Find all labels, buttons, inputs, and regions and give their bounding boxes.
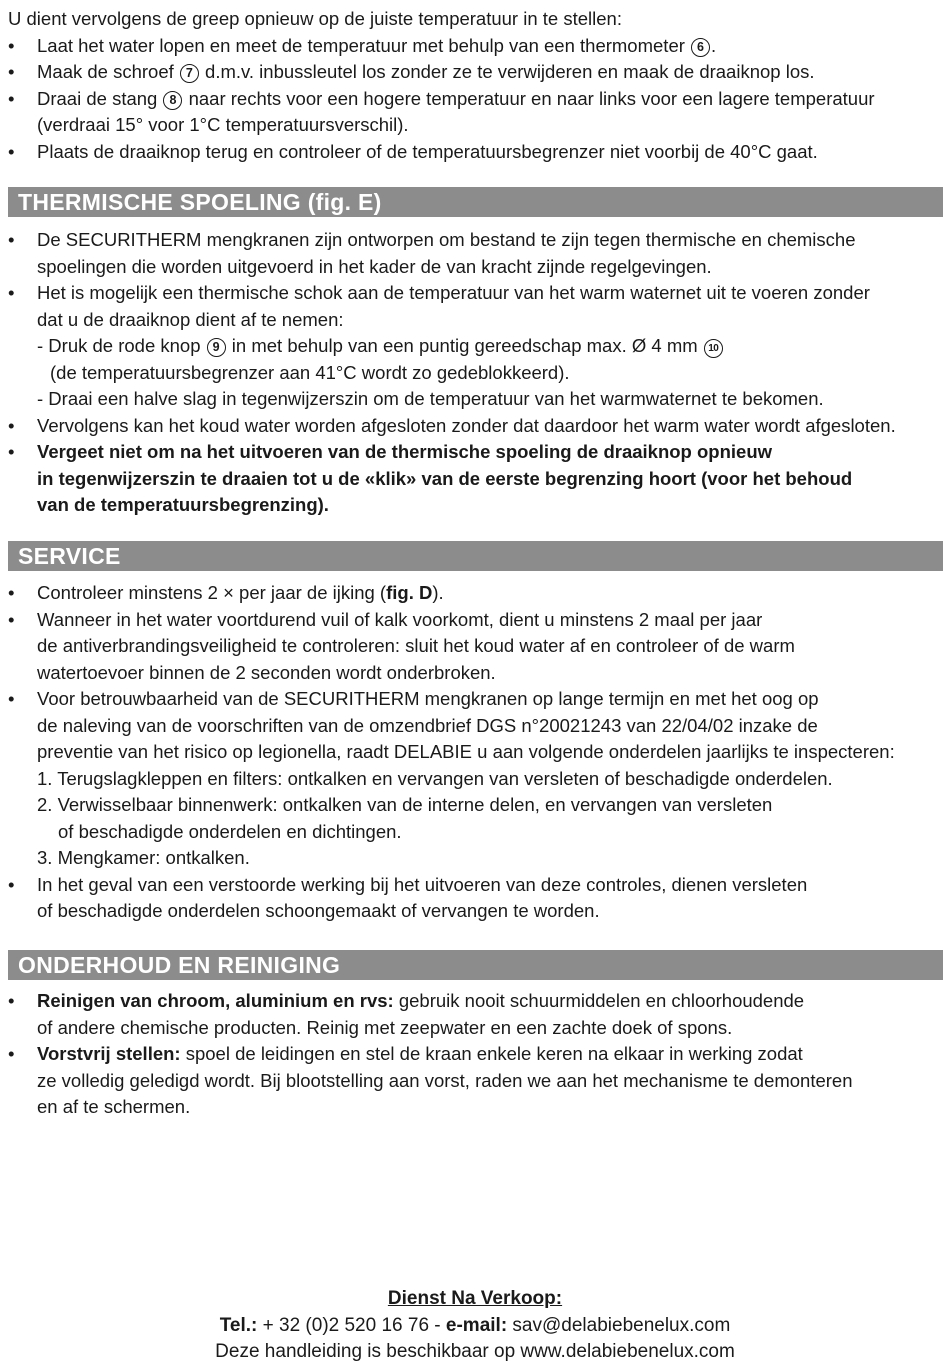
list-item: • Wanneer in het water voortdurend vuil of kalk voorkomt, dient u minstens 2 maal per jaar de antiverbrandingsveiligheid te controleren: sluit het koud water af en controleer of de warm watertoevoer binnen de 2 seconden wordt onderbroken. [8,607,944,687]
footer-contact: Tel.: + 32 (0)2 520 16 76 - e-mail: sav@delabiebenelux.com [219,1314,731,1336]
intro-list [8,33,942,166]
numbered-item-3: 3. Mengkamer: ontkalken. [37,847,250,868]
service-section [8,580,944,925]
section-header-onderhoud-reiniging: ONDERHOUD EN REINIGING [8,950,943,980]
footer-availability: Deze handleiding is beschikbaar op www.delabiebenelux.com [215,1341,735,1362]
list-item: • Het is mogelijk een thermische schok aan de temperatuur van het warm waternet uit te voeren zonder dat u de draaiknop dient af te nemen: - Druk de rode knop 9 in met behulp van een puntig gereedschap max. Ø 4 mm 10 (de temperatuursbegrenzer aan 41°C wordt zo gedeblokkeerd). - Draai een halve slag in tegenwijzerszin om de temperatuur van het warmwaternet te bekomen. [8,280,944,413]
intro-item-screw: • Maak de schroef 7 d.m.v. inbussleutel los zonder ze te verwijderen en maak de draaiknop los. [8,59,942,86]
email-link[interactable]: sav@delabiebenelux.com [507,1314,731,1336]
footer [0,1286,950,1366]
callout-7-icon: 7 [180,64,199,83]
intro-section [8,6,942,165]
list-item: • De SECURITHERM mengkranen zijn ontworpen om bestand te zijn tegen thermische en chemische spoelingen die worden uitgevoerd in het kader de van kracht zijnde regelgevingen. [8,227,944,280]
intro-item-thermometer: • Laat het water lopen en meet de temperatuur met behulp van een thermometer 6 . [8,33,942,60]
footer-title: Dienst Na Verkoop: [387,1288,563,1309]
callout-9-icon: 9 [207,338,226,357]
callout-8-icon: 8 [163,91,182,110]
list-item-warning: • Vergeet niet om na het uitvoeren van de thermische spoeling de draaiknop opnieuw in tegenwijzerszin te draaien tot u de «klik» van de eerste begrenzing hoort (voor het behoud van de temperatuursbegrenzing). [8,439,944,519]
numbered-item-2: 2. Verwisselbaar binnenwerk: ontkalken van de interne delen, en vervangen van versleten [37,794,773,815]
list-item: • Voor betrouwbaarheid van de SECURITHERM mengkranen op lange termijn en met het oog op de naleving van de voorschriften van de omzendbrief DGS n°20021243 van 22/04/02 inzake de preventie van het risico op legionella, raadt DELABIE u aan volgende onderdelen jaarlijks te inspecteren: 1. Terugslagkleppen en filters: ontkalken en vervangen van versleten of beschadigde onderdelen. 2. Verwisselbaar binnenwerk: ontkalken van de interne delen, en vervangen van versleten of beschadigde onderdelen en dichtingen. 3. Mengkamer: ontkalken. [8,686,944,872]
intro-item-replace-knob: • Plaats de draaiknop terug en controleer of de temperatuursbegrenzer niet voorbij de 40°C gaat. [8,139,942,166]
list-item: • Vorstvrij stellen: spoel de leidingen en stel de kraan enkele keren na elkaar in werking zodat ze volledig geledigd wordt. Bij blootstelling aan vorst, raden we aan het mechanisme te demonteren en af te schermen. [8,1041,944,1121]
intro-item-rod: • Draai de stang 8 naar rechts voor een hogere temperatuur en naar links voor een lagere temperatuur (verdraai 15° voor 1°C temperatuursverschil). [8,86,942,139]
intro-lead: U dient vervolgens de greep opnieuw op de juiste temperatuur in te stellen: [8,8,622,29]
onderhoud-section [8,988,944,1121]
thermische-section [8,227,944,519]
list-item: • Controleer minstens 2 × per jaar de ijking (fig. D). [8,580,944,607]
list-item: • Vervolgens kan het koud water worden afgesloten zonder dat daardoor het warm water wordt afgesloten. [8,413,944,440]
callout-10-icon: 10 [704,339,723,358]
list-item: • In het geval van een verstoorde werking bij het uitvoeren van deze controles, dienen versleten of beschadigde onderdelen schoongemaakt of vervangen te worden. [8,872,944,925]
callout-6-icon: 6 [691,38,710,57]
numbered-item-1: 1. Terugslagkleppen en filters: ontkalken en vervangen van versleten of beschadigde onderdelen. [37,767,833,789]
section-header-service: SERVICE [8,541,943,571]
section-header-thermische-spoeling: THERMISCHE SPOELING (fig. E) [8,187,943,217]
list-item: • Reinigen van chroom, aluminium en rvs: gebruik nooit schuurmiddelen en chloorhoudende of andere chemische producten. Reinig met zeepwater en een zachte doek of spons. [8,988,944,1041]
